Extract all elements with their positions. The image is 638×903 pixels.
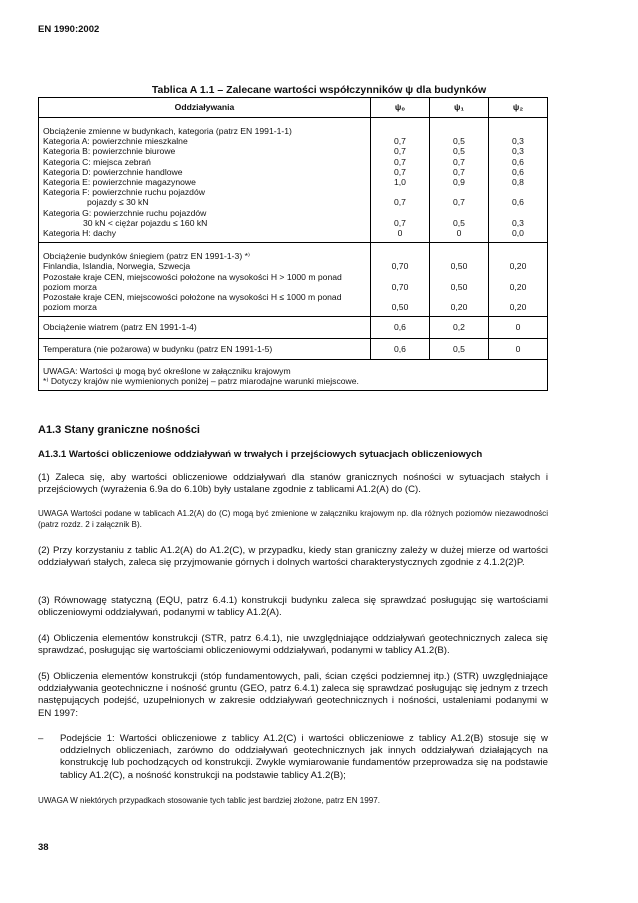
- psi-coefficient-table: [38, 97, 548, 391]
- value-cell: 0,5: [453, 217, 465, 228]
- value-cell: 0,7: [394, 136, 406, 147]
- value-cell: 0,70: [391, 261, 409, 272]
- value-cell: 0,6: [512, 156, 524, 167]
- bullet-dash: –: [38, 733, 44, 744]
- table-row-snow-loads: [39, 243, 548, 317]
- bullet-text: Podejście 1: Wartości obliczeniowe z tablicy A1.2(C) i wartości obliczeniowe z tablicy A1.2(B) stosuje się w oddzielnych obliczeniach, zarówno do oddziaływań geotechnicznych jak innych oddziaływań działających na konstrukcję lub pochodzących od konstrukcji. Zwykle wymiarowanie fundamentów przeprowadza się na podstawie tablicy A1.2(C), a nośność konstrukcji na podstawie tablicy A1.2(B);: [60, 733, 548, 781]
- imposed-psi2-values: [489, 118, 548, 243]
- wind-label: Obciążenie wiatrem (patrz EN 1991-1-4): [39, 317, 371, 338]
- value-cell: 0,70: [391, 281, 409, 292]
- value-cell: 0,3: [512, 146, 524, 157]
- paragraph-5: (5) Obliczenia elementów konstrukcji (stóp fundamentowych, pali, ścian części podziemnej itp.) (STR) uwzględniające oddziaływania geotechniczne i nośność gruntu (GEO, patrz 6.4.1) zaleca się sprawdzać posługując się jednym z trzech następujących podejść, uzupełnionych w zakresie oddziaływań geotechnicznych i nośności, ustaleniami podanymi w EN 1997:: [38, 671, 548, 719]
- table-row-notes: [39, 359, 548, 390]
- table-row-wind: [39, 317, 548, 338]
- value-cell: 0,0: [512, 228, 524, 239]
- paragraph-3: (3) Równowagę statyczną (EQU, patrz 6.4.1) konstrukcji budynku zaleca się sprawdzać posługując się wartościami obliczeniowymi oddziaływań, podanymi w tablicy A1.2(A).: [38, 595, 548, 619]
- value-cell: 0,7: [394, 217, 406, 228]
- value-cell: 0,7: [453, 156, 465, 167]
- imposed-psi0-values: [371, 118, 430, 243]
- value-cell: 0: [397, 228, 403, 239]
- value-cell: 0,8: [512, 177, 524, 188]
- value-cell: 0,9: [453, 177, 465, 188]
- value-cell: 0,20: [450, 302, 468, 313]
- header-psi1: ψ₁: [430, 98, 489, 118]
- value-cell: 0,5: [453, 136, 465, 147]
- value-cell: 0,20: [509, 281, 527, 292]
- value-cell: 0,6: [371, 338, 430, 359]
- section-heading: A1.3 Stany graniczne nośności: [38, 424, 200, 436]
- value-cell: 0,3: [512, 136, 524, 147]
- category-sublabel: pojazdy ≤ 30 kN: [87, 197, 149, 208]
- value-cell: 0,5: [430, 338, 489, 359]
- table-header-row: [39, 98, 548, 118]
- value-cell: 0,7: [453, 197, 465, 208]
- category-label: Kategoria A: powierzchnie mieszkalne: [43, 136, 188, 147]
- value-cell: 0,6: [512, 166, 524, 177]
- region-label: Finlandia, Islandia, Norwegia, Szwecja: [43, 261, 191, 272]
- group-title: Obciążenie zmienne w budynkach, kategoria (patrz EN 1991-1-1): [43, 126, 292, 136]
- group-title: Obciążenie budynków śniegiem (patrz EN 1991-1-3) *⁾: [43, 251, 251, 262]
- value-cell: 0: [489, 317, 548, 338]
- subsection-heading: A1.3.1 Wartości obliczeniowe oddziaływań w trwałych i przejściowych sytuacjach obliczeniowych: [38, 449, 483, 460]
- snow-loads-labels: [39, 243, 371, 317]
- header-actions: Oddziaływania: [39, 98, 371, 118]
- table-footnote: *⁾ Dotyczy krajów nie wymienionych poniżej – patrz miarodajne warunki miejscowe.: [43, 376, 359, 387]
- table-row-imposed-loads: [39, 118, 548, 243]
- table-notes: [39, 359, 548, 390]
- table-note: UWAGA: Wartości ψ mogą być określone w załączniku krajowym: [43, 365, 291, 376]
- value-cell: 0,50: [391, 302, 409, 313]
- header-psi0: ψ₀: [371, 98, 430, 118]
- value-cell: 0,20: [509, 261, 527, 272]
- value-cell: 0,2: [430, 317, 489, 338]
- category-label: Kategoria D: powierzchnie handlowe: [43, 166, 183, 177]
- page-number: 38: [38, 842, 49, 853]
- category-label: Kategoria C: miejsca zebrań: [43, 156, 151, 167]
- imposed-psi1-values: [430, 118, 489, 243]
- value-cell: 0,7: [394, 197, 406, 208]
- value-cell: 0,7: [453, 166, 465, 177]
- imposed-loads-labels: [39, 118, 371, 243]
- value-cell: 0,6: [512, 197, 524, 208]
- value-cell: 0,50: [450, 261, 468, 272]
- paragraph-4: (4) Obliczenia elementów konstrukcji (STR, patrz 6.4.1), nie uwzględniające oddziaływań geotechnicznych zaleca się sprawdzać, posługując się wartościami obliczeniowymi oddziaływań, podanymi w tablicy A1.2(B).: [38, 633, 548, 657]
- paragraph-2: (2) Przy korzystaniu z tablic A1.2(A) do A1.2(C), w przypadku, kiedy stan graniczny zależy w dużej mierze od wartości oddziaływań stałych, zaleca się przyjmowanie górnych i dolnych wartości charakterystycznych zgodnie z 4.1.2(2)P.: [38, 545, 548, 569]
- note-a: UWAGA Wartości podane w tablicach A1.2(A) do (C) mogą być zmienione w załączniku krajowym np. dla różnych poziomów niezawodności (patrz rozdz. 2 i załącznik B).: [38, 509, 548, 529]
- table-caption: Tablica A 1.1 – Zalecane wartości współczynników ψ dla budynków: [151, 84, 487, 96]
- value-cell: 0: [489, 338, 548, 359]
- region-label: Pozostałe kraje CEN, miejscowości położone na wysokości H ≤ 1000 m ponad: [43, 292, 342, 303]
- value-cell: 0,7: [394, 166, 406, 177]
- value-cell: 0,5: [453, 146, 465, 157]
- value-cell: 1,0: [394, 177, 406, 188]
- temperature-label: Temperatura (nie pożarowa) w budynku (patrz EN 1991-1-5): [39, 338, 371, 359]
- category-sublabel: 30 kN < ciężar pojazdu ≤ 160 kN: [83, 217, 208, 228]
- region-label: poziom morza: [43, 281, 97, 292]
- value-cell: 0,20: [509, 302, 527, 313]
- table-row-temperature: [39, 338, 548, 359]
- category-label: Kategoria E: powierzchnie magazynowe: [43, 177, 196, 188]
- category-label: Kategoria H: dachy: [43, 228, 117, 239]
- category-label: Kategoria G: powierzchnie ruchu pojazdów: [43, 207, 207, 218]
- value-cell: 0,6: [371, 317, 430, 338]
- paragraph-1: (1) Zaleca się, aby wartości obliczeniowe oddziaływań dla stanów granicznych nośności w sytuacjach stałych i przejściowych (wyrażenia 6.9a do 6.10b) były ustalane zgodnie z tablicami A1.2(A) do (C).: [38, 472, 548, 496]
- snow-psi2-values: [489, 243, 548, 317]
- snow-psi0-values: [371, 243, 430, 317]
- region-label: poziom morza: [43, 302, 97, 313]
- note-b: UWAGA W niektórych przypadkach stosowanie tych tablic jest bardziej złożone, patrz EN 1997.: [38, 796, 381, 805]
- value-cell: 0: [456, 228, 462, 239]
- region-label: Pozostałe kraje CEN, miejscowości położone na wysokości H > 1000 m ponad: [43, 271, 342, 282]
- value-cell: 0,50: [450, 281, 468, 292]
- header-psi2: ψ₂: [489, 98, 548, 118]
- category-label: Kategoria B: powierzchnie biurowe: [43, 146, 176, 157]
- value-cell: 0,7: [394, 156, 406, 167]
- value-cell: 0,3: [512, 217, 524, 228]
- snow-psi1-values: [430, 243, 489, 317]
- value-cell: 0,7: [394, 146, 406, 157]
- category-label: Kategoria F: powierzchnie ruchu pojazdów: [43, 187, 205, 198]
- document-id: EN 1990:2002: [38, 24, 100, 35]
